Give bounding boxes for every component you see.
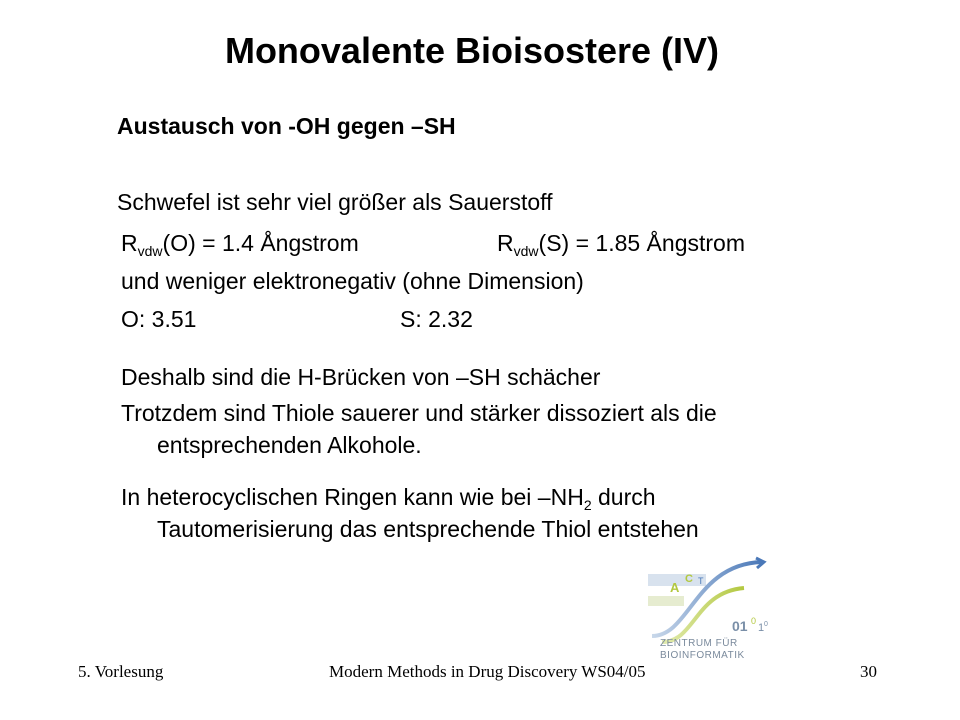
nh2-subscript: 2 (583, 497, 592, 513)
rvdw-s-value: (S) = 1.85 Ångstrom (538, 230, 745, 256)
logo-digits: 01 (732, 618, 748, 634)
rvdw-s-subscript: vdw (513, 243, 539, 259)
heterocycles-pre: In heterocyclischen Ringen kann wie bei –NH (121, 484, 584, 510)
logo-glyph-a: A (670, 580, 680, 595)
logo-digit-3: 0 (764, 621, 768, 628)
zbi-logo (640, 556, 790, 668)
rvdw-o-symbol: R (121, 230, 138, 256)
logo-digit-1: 0 (751, 616, 757, 626)
rvdw-o-value: (O) = 1.4 Ångstrom (162, 230, 359, 256)
text-line-thiols-cont: entsprechenden Alkohole. (157, 432, 422, 458)
text-line-tautomerism: Tautomerisierung das entsprechende Thiol entstehen (157, 516, 699, 542)
footer-page-number: 30 (860, 662, 877, 681)
electronegativity-sulfur: S: 2.32 (400, 306, 473, 332)
text-line-electronegativity: und weniger elektronegativ (ohne Dimension) (121, 268, 584, 294)
electronegativity-oxygen: O: 3.51 (121, 306, 197, 332)
logo-text-bioinformatik: BIOINFORMATIK (660, 650, 745, 661)
rvdw-sulfur (497, 230, 745, 257)
logo-text-zentrum: ZENTRUM FÜR (660, 638, 738, 649)
rvdw-oxygen (121, 230, 359, 257)
text-line-h-bridges: Deshalb sind die H-Brücken von –SH schächer (121, 364, 601, 390)
slide-subtitle: Austausch von -OH gegen –SH (117, 113, 456, 139)
logo-digit-2: 1 (758, 622, 765, 634)
rvdw-s-symbol: R (497, 230, 514, 256)
footer-course: Modern Methods in Drug Discovery WS04/05 (329, 662, 646, 681)
logo-glyph-t: T (698, 576, 704, 586)
text-line-heterocycles (121, 484, 656, 511)
footer-lecture: 5. Vorlesung (78, 662, 164, 681)
text-line-thiols: Trotzdem sind Thiole sauerer und stärker dissoziert als die (121, 400, 717, 426)
rvdw-o-subscript: vdw (137, 243, 163, 259)
logo-bar-mid (648, 596, 684, 606)
slide-title: Monovalente Bioisostere (IV) (224, 30, 720, 71)
heterocycles-post: durch (591, 484, 656, 510)
logo-glyph-c: C (685, 573, 693, 585)
text-line-sulfur-size: Schwefel ist sehr viel größer als Sauerstoff (117, 189, 553, 215)
